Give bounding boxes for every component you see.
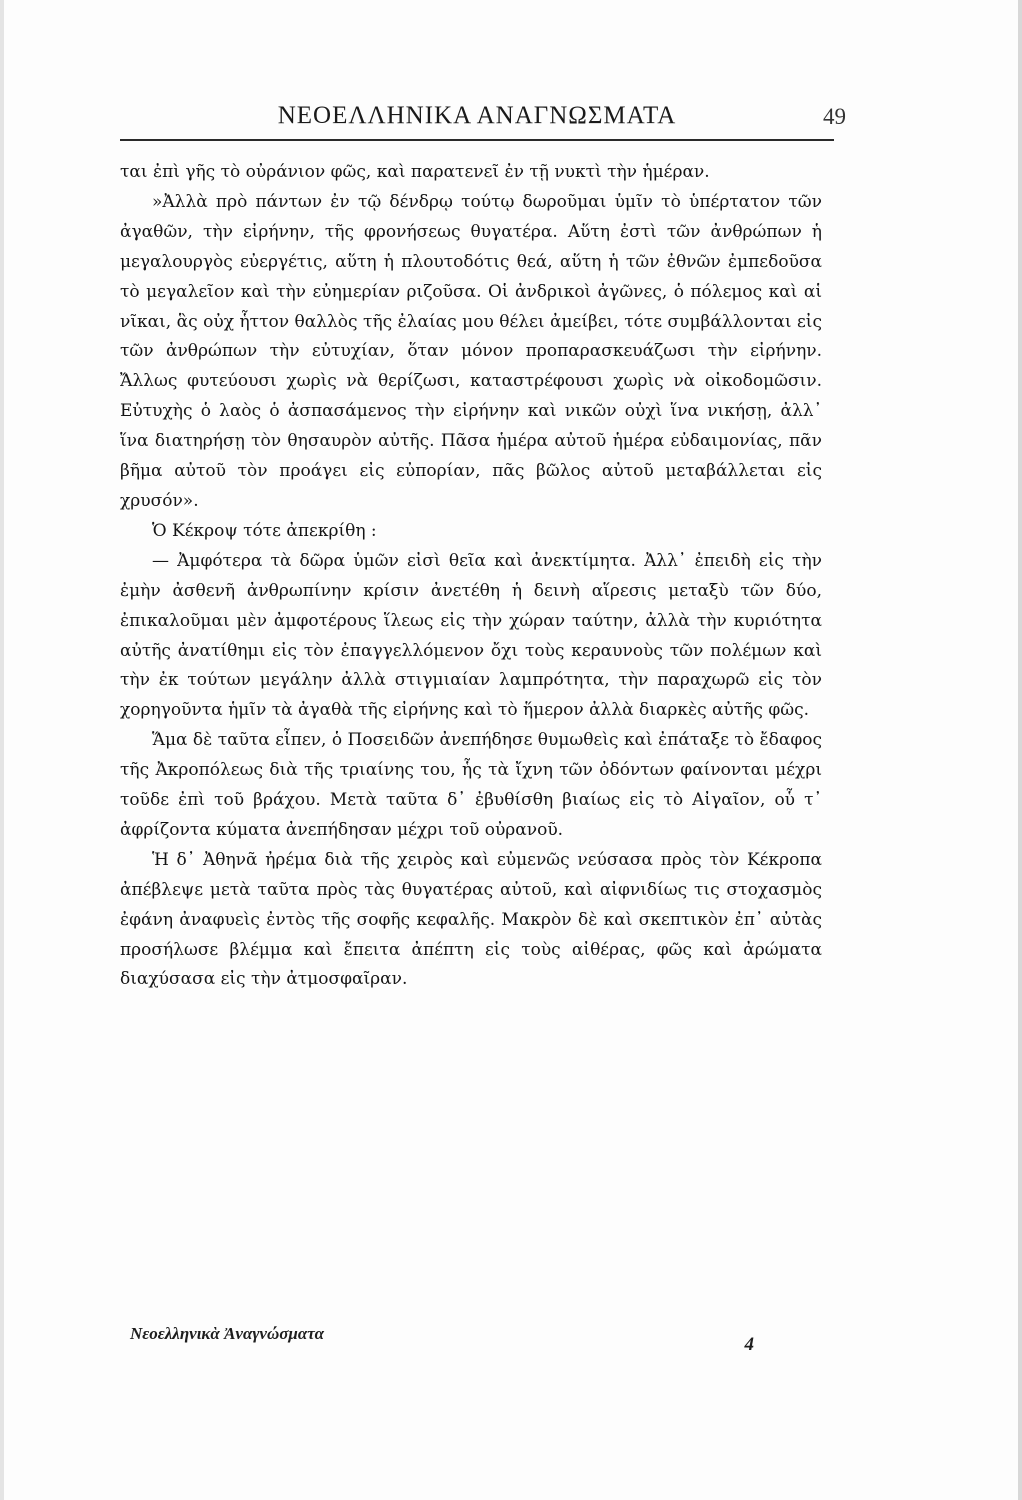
paragraph: Ἡ δ᾽ Ἀθηνᾶ ἠρέμα διὰ τῆς χειρὸς καὶ εὐμενῶς νεύσασα πρὸς τὸν Κέκροπα ἀπέβλεψε μετὰ ταῦτα πρὸς τὰς θυγατέρας αὐτοῦ, καὶ αἰφνιδίως τις στοχασμὸς ἐφάνη ἀναφυεὶς ἐντὸς τῆς σοφῆς κεφαλῆς. Μακρὸν δὲ καὶ σκεπτικὸν ἐπ᾽ αὐτὰς προσήλωσε βλέμμα καὶ ἔπειτα ἀπέπτη εἰς τοὺς αἰθέρας, φῶς καὶ ἀρώματα διαχύσασα εἰς τὴν ἀτμοσφαῖραν. [120, 849, 822, 990]
running-title: ΝΕΟΕΛΛΗΝΙΚΑ ΑΝΑΓΝΩΣΜΑΤΑ [277, 102, 677, 129]
body-text [120, 158, 822, 995]
signature-mark: Νεοελληνικὰ Ἀναγνώσματα [130, 1324, 325, 1343]
page-header [120, 100, 846, 136]
paragraph: Ὁ Κέκροψ τότε ἀπεκρίθη : [152, 520, 377, 541]
header-rule [120, 139, 834, 141]
sheet-number: 4 [744, 1334, 754, 1355]
page-footer [120, 1324, 834, 1354]
page-edge-left [0, 0, 4, 1500]
paragraph: Ἅμα δὲ ταῦτα εἶπεν, ὁ Ποσειδῶν ἀνεπήδησε θυμωθεὶς καὶ ἐπάταξε τὸ ἔδαφος τῆς Ἀκροπόλεως διὰ τῆς τριαίνης του, ἧς τὰ ἴχνη τῶν ὀδόντων φαίνονται μέχρι τοῦδε ἐπὶ τοῦ βράχου. Μετὰ ταῦτα δ᾽ ἐβυθίσθη βιαίως εἰς τὸ Αἰγαῖον, οὗ τ᾽ ἀφρίζοντα κύματα ἀνεπήδησαν μέχρι τοῦ οὐρανοῦ. [120, 730, 822, 840]
page-number: 49 [823, 104, 846, 129]
page-edge-right [1018, 0, 1022, 1500]
paragraph: — Ἀμφότερα τὰ δῶρα ὑμῶν εἰσὶ θεῖα καὶ ἀνεκτίμητα. Ἀλλ᾽ ἐπειδὴ εἰς τὴν ἐμὴν ἀσθενῆ ἀνθρωπίνην κρίσιν ἀνετέθη ἡ δεινὴ αἵρεσις μεταξὺ τῶν δύο, ἐπικαλοῦμαι μὲν ἀμφοτέρους ἵλεως εἰς τὴν χώραν ταύτην, ἀλλὰ τὴν κυριότητα αὐτῆς ἀνατίθημι εἰς τὸν ἐπαγγελλόμενον ὄχι τοὺς κεραυνοὺς τῶν πολέμων καὶ τὴν ἐκ τούτων μεγάλην ἀλλὰ στιγμιαίαν λαμπρότητα, τὴν παραχωρῶ εἰς τὸν χορηγοῦντα ἡμῖν τὰ ἀγαθὰ τῆς εἰρήνης καὶ τὸ ἥμερον ἀλλὰ διαρκὲς αὐτῆς φῶς. [120, 550, 822, 721]
paragraph: ται ἐπὶ γῆς τὸ οὐράνιον φῶς, καὶ παρατενεῖ ἐν τῇ νυκτὶ τὴν ἡμέραν. [120, 162, 710, 182]
paragraph: »Ἀλλὰ πρὸ πάντων ἐν τῷ δένδρῳ τούτῳ δωροῦμαι ὑμῖν τὸ ὑπέρτατον τῶν ἀγαθῶν, τὴν εἰρήνην, τῆς φρονήσεως θυγατέρα. Αὕτη ἐστὶ τῶν ἀνθρώπων ἡ μεγαλουργὸς εὐεργέτις, αὕτη ἡ πλουτοδότις θεά, αὕτη ἡ τῶν ἐθνῶν ἐμπεδοῦσα τὸ μεγαλεῖον καὶ τὴν εὐημερίαν ριζοῦσα. Οἱ ἀνδρικοὶ ἀγῶνες, ὁ πόλεμος καὶ αἱ νῖκαι, ἃς οὐχ ἧττον θαλλὸς τῆς ἐλαίας μου θέλει ἀμείβει, τότε συμβάλλονται εἰς τῶν ἀνθρώπων τὴν εὐτυχίαν, ὅταν μόνον προπαρασκευάζωσι τὴν εἰρήνην. Ἄλλως φυτεύουσι χωρὶς νὰ θερίζωσι, καταστρέφουσι χωρὶς νὰ οἰκοδομῶσιν. Εὐτυχὴς ὁ λαὸς ὁ ἀσπασάμενος τὴν εἰρήνην καὶ νικῶν οὐχὶ ἵνα νικήσῃ, ἀλλ᾽ ἵνα διατηρήσῃ τὸν θησαυρὸν αὐτῆς. Πᾶσα ἡμέρα αὐτοῦ ἡμέρα εὐδαιμονίας, πᾶν βῆμα αὐτοῦ τὸν προάγει εἰς εὐπορίαν, πᾶς βῶλος αὐτοῦ μεταβάλλεται εἰς χρυσόν». [120, 191, 822, 511]
